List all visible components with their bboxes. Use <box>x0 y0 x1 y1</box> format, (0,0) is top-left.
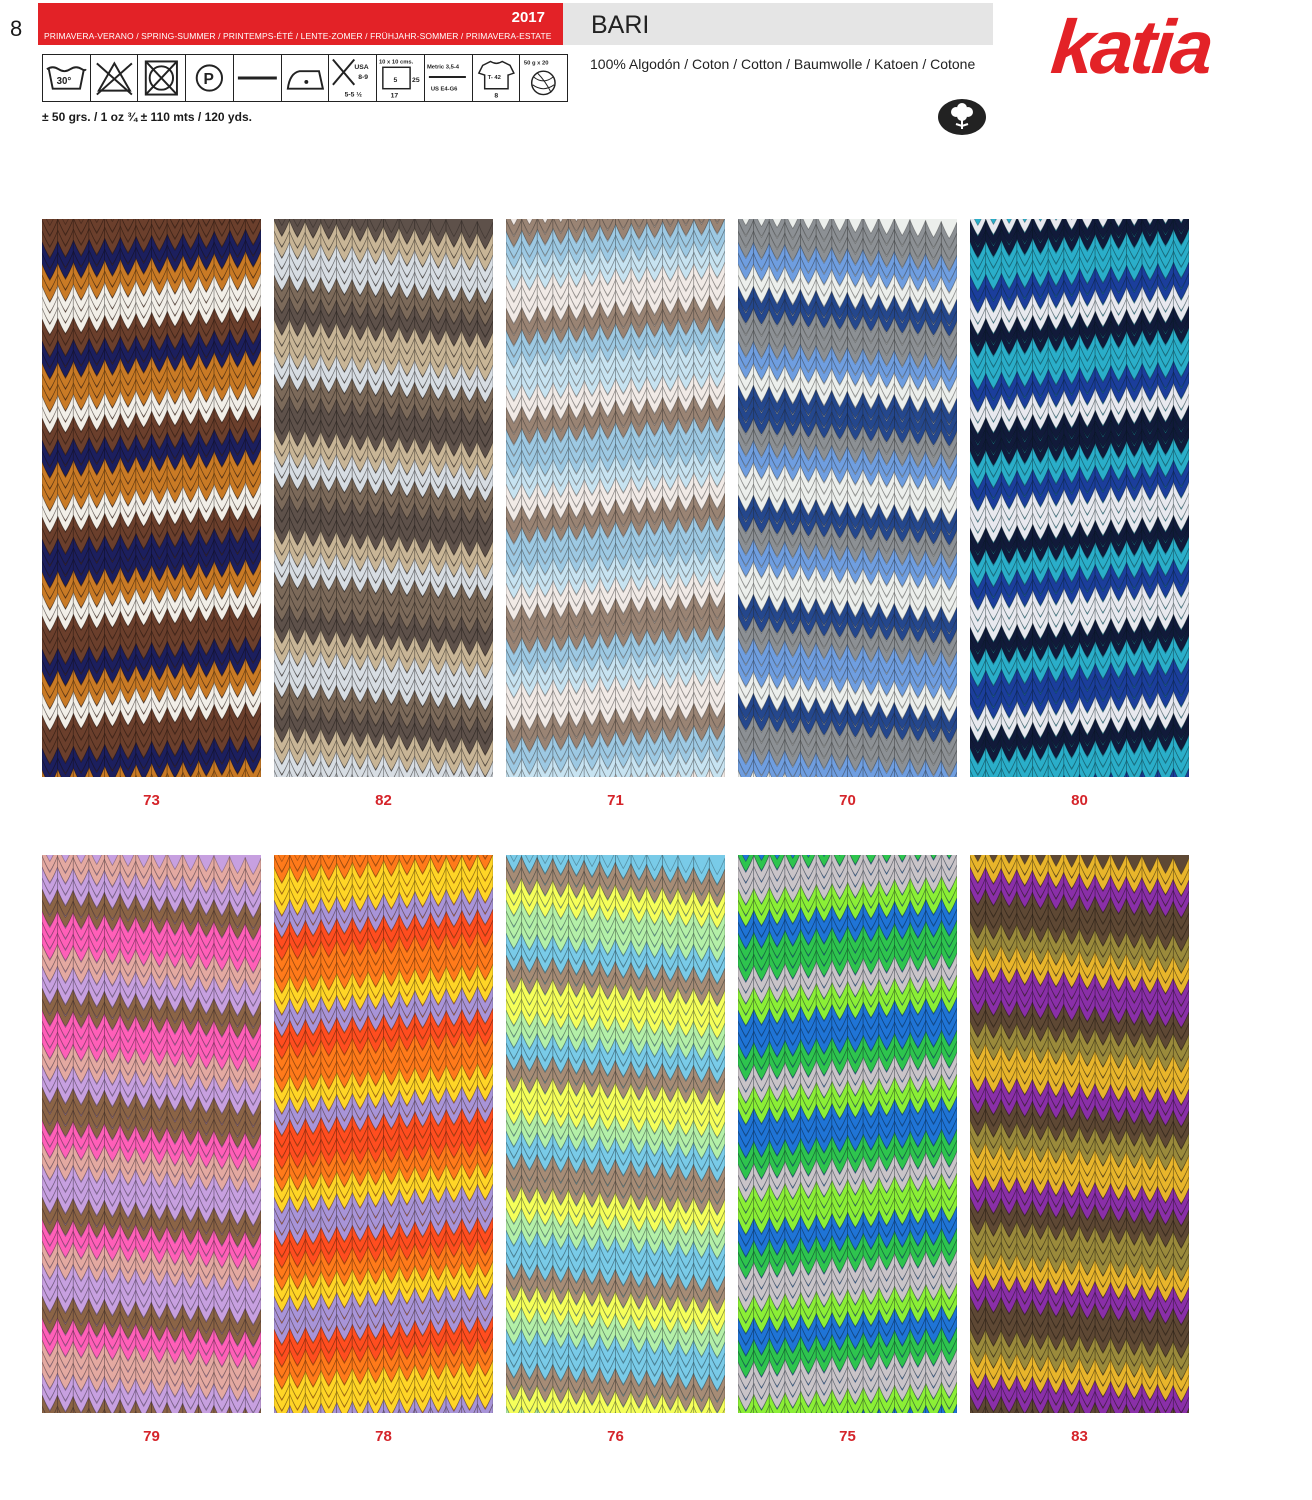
swatch-code-label: 79 <box>143 1428 160 1445</box>
swatch-code-label: 76 <box>607 1428 624 1445</box>
svg-text:P: P <box>203 70 215 88</box>
swatch-code-label: 78 <box>375 1428 392 1445</box>
knit-swatch-image <box>970 219 1189 777</box>
svg-text:5: 5 <box>393 76 398 84</box>
page-number: 8 <box>10 16 23 41</box>
dry-flat-icon <box>234 55 282 101</box>
season-text: PRIMAVERA-VERANO / SPRING-SUMMER / PRINTEMPS-ÉTÉ / LENTE-ZOMER / FRÜHJAHR-SOMMER / PRIMAVERA-ESTATE <box>44 31 552 41</box>
yarn-name-banner <box>563 3 993 45</box>
svg-text:8: 8 <box>494 92 498 100</box>
wash-temp: 30° <box>56 75 72 87</box>
svg-text:US E4-G6: US E4-G6 <box>430 86 458 93</box>
swatch-code-label: 75 <box>839 1428 856 1445</box>
iron-low-icon <box>282 55 330 101</box>
swatch-code-label: 70 <box>839 792 856 809</box>
crochet-hook-icon <box>425 55 473 101</box>
yarn-ball-icon <box>520 55 567 101</box>
swatch-80 <box>970 219 1189 777</box>
knitting-needles-icon <box>329 55 377 101</box>
svg-text:USA: USA <box>354 64 370 72</box>
logo-text: katia <box>1047 5 1215 90</box>
swatch-code-label: 73 <box>143 792 160 809</box>
knit-swatch-image <box>738 219 957 777</box>
swatch-code-label: 71 <box>607 792 624 809</box>
tshirt-icon <box>473 55 521 101</box>
no-bleach-icon <box>91 55 139 101</box>
swatch-code-label: 83 <box>1071 1428 1088 1445</box>
svg-text:5-5 ½: 5-5 ½ <box>344 91 363 99</box>
swatch-82 <box>274 219 493 777</box>
knit-swatch-image <box>970 855 1189 1413</box>
swatch-79 <box>42 855 261 1413</box>
knit-swatch-image <box>42 855 261 1413</box>
swatch-code-label: 82 <box>375 792 392 809</box>
svg-text:8-9: 8-9 <box>358 73 369 81</box>
season-year: 2017 <box>511 9 545 26</box>
knit-swatch-image <box>274 855 493 1413</box>
svg-text:25: 25 <box>412 76 420 84</box>
svg-text:10 x 10 cms.: 10 x 10 cms. <box>379 59 414 66</box>
svg-text:Metric 3,5-4: Metric 3,5-4 <box>426 64 459 71</box>
no-tumble-dry-icon <box>138 55 186 101</box>
gauge-icon <box>377 55 425 101</box>
dry-clean-p-icon <box>186 55 234 101</box>
swatch-70 <box>738 219 957 777</box>
care-symbols-strip <box>42 54 568 102</box>
svg-text:T- 42: T- 42 <box>487 74 501 81</box>
season-banner <box>38 3 563 45</box>
knit-swatch-image <box>506 219 725 777</box>
swatch-78 <box>274 855 493 1413</box>
yarn-name: BARI <box>591 11 650 39</box>
swatch-75 <box>738 855 957 1413</box>
knit-swatch-image <box>506 855 725 1413</box>
svg-text:17: 17 <box>390 92 399 100</box>
wash-30-icon <box>43 55 91 101</box>
swatch-71 <box>506 219 725 777</box>
svg-text:50 g x 20: 50 g x 20 <box>524 60 549 67</box>
weight-length-text: ± 50 grs. / 1 oz ¾ ± 110 mts / 120 yds. <box>42 110 252 124</box>
knit-swatch-image <box>738 855 957 1413</box>
cotton-icon <box>936 96 988 138</box>
knit-swatch-image <box>42 219 261 777</box>
knit-swatch-image <box>274 219 493 777</box>
katia-logo <box>1047 2 1292 94</box>
composition-text: 100% Algodón / Coton / Cotton / Baumwolle / Katoen / Cotone <box>590 56 976 72</box>
swatch-76 <box>506 855 725 1413</box>
swatch-code-label: 80 <box>1071 792 1088 809</box>
swatch-83 <box>970 855 1189 1413</box>
swatch-73 <box>42 219 261 777</box>
